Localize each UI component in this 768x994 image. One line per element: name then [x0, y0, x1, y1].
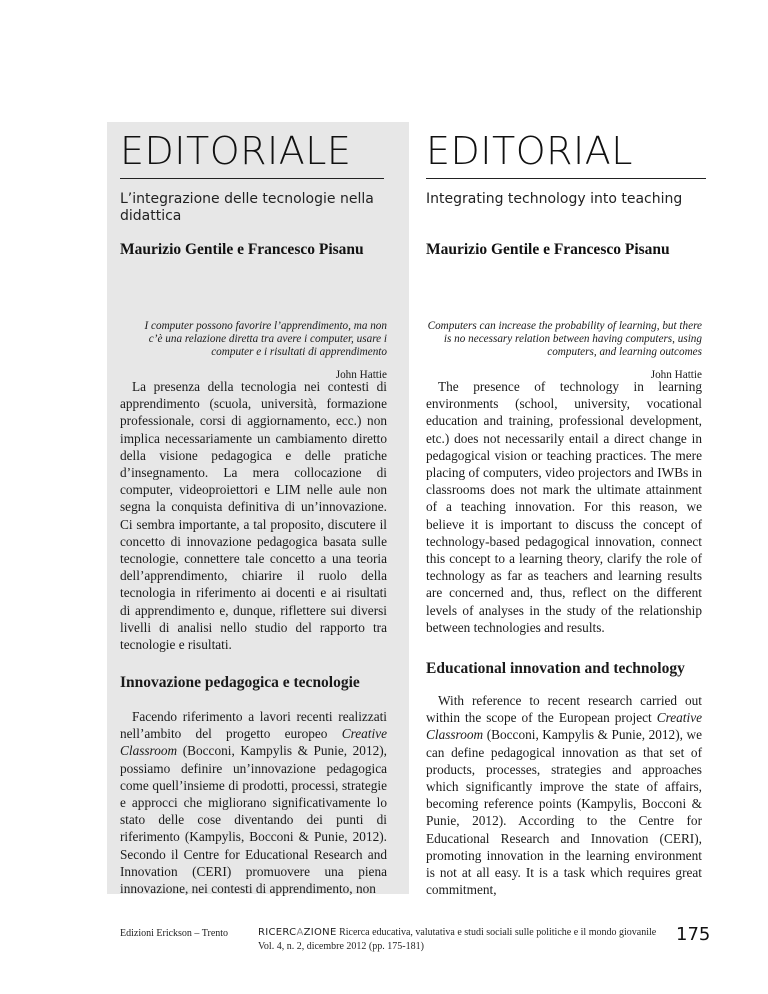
english-p2-start: With reference to recent research carried out within the scope of the European project: [426, 693, 702, 726]
italian-p2-project: Creative Classroom: [120, 726, 387, 759]
italian-epigraph-text: I computer possono favorire l’apprendimento, ma non c’è una relazione diretta tra avere i computer, usare i computer e i risultati di apprendimento: [144, 320, 387, 358]
italian-authors: Maurizio Gentile e Francesco Pisanu: [120, 241, 364, 258]
journal-issue: Vol. 4, n. 2, dicembre 2012 (pp. 175-181): [258, 941, 424, 952]
footer-journal: [258, 926, 678, 954]
italian-column: [120, 122, 387, 897]
english-epigraph-text: Computers can increase the probability of learning, but there is no necessary relation between having computers, using computers, and learning outcomes: [427, 320, 702, 358]
english-p2-end: (Bocconi, Kampylis & Punie, 2012), we can define pedagogical innovation as that set of products, processes, strategies and approaches which significantly improve the state of affairs, becoming reference points (Kampylis, Bocconi & Punie, 2012). According to the Centre for Educational Research and Innovation (CERI), promoting innovation in the learning environment is not at all easy. It is a task which requires great commitment,: [426, 727, 702, 898]
journal-line: [258, 926, 678, 940]
italian-epigraph-author: John Hattie: [335, 369, 387, 381]
italian-p2-start: Facendo riferimento a lavori recenti realizzati nell’ambito del progetto europeo: [120, 709, 387, 742]
english-subtitle: Integrating technology into teaching: [426, 191, 683, 207]
english-paragraph-1: The presence of technology in learning environments (school, university, vocational education and training, professional development, etc.) does not necessarily entail a direct change in pedagogical vision or teaching practices. The mere placing of computers, video projectors and IWBs in classrooms does not mark the ultimate attainment of a teaching innovation. For this reason, we believe it is important to discuss the concept of technology-based pedagogical innovation, connect this concept to a learning theory, clarify the role of technology as far as teachers and learning results are concerned and, thus, reflect on the different levels of analyses in the study of the relationship between technologies and results.: [426, 379, 702, 635]
journal-logo-part1: RICERC: [258, 927, 297, 938]
english-epigraph-author: John Hattie: [650, 369, 702, 381]
italian-subtitle: L’integrazione delle tecnologie nella didattica: [120, 191, 374, 224]
italian-paragraph-2: [120, 708, 387, 897]
italian-epigraph: [120, 320, 387, 382]
english-paragraph-2: [426, 692, 702, 898]
journal-description: Ricerca educativa, valutativa e studi sociali sulle politiche e il mondo giovanile: [336, 927, 657, 938]
english-column: [426, 122, 702, 898]
english-p2-project: Creative Classroom: [426, 710, 702, 743]
english-title: EDITORIAL: [426, 132, 706, 179]
footer-publisher: Edizioni Erickson – Trento: [120, 928, 229, 939]
journal-logo-a: A: [296, 927, 304, 938]
italian-section-heading: Innovazione pedagogica e tecnologie: [120, 674, 360, 691]
journal-logo: [258, 927, 337, 938]
journal-logo-part2: ZIONE: [303, 927, 337, 938]
english-section-heading: Educational innovation and technology: [426, 660, 685, 677]
page-number: 175: [676, 924, 711, 945]
italian-title: EDITORIALE: [120, 132, 384, 179]
english-authors: Maurizio Gentile e Francesco Pisanu: [426, 241, 670, 258]
italian-paragraph-1: La presenza della tecnologia nei contesti di apprendimento (scuola, università, formazione professionale, corsi di aggiornamento, ecc.) non implica necessariamente un cambiamento diretto della visione pedagogica e delle pratiche d’insegnamento. La mera collocazione di computer, videoproiettori e LIM nelle aule non segna la conquista definitiva di un’innovazione. Ci sembra importante, a tal proposito, discutere il concetto di innovazione pedagogica basata sulle tecnologie, connettere tale concetto a una teoria dell’apprendimento, chiarire il ruolo della tecnologia in riferimento ai docenti e ai risultati di apprendimento e, dunque, riflettere sui diversi livelli di analisi nello studio del rapporto tra tecnologie e risultati.: [120, 379, 387, 653]
english-epigraph: [426, 320, 702, 382]
italian-p2-end: (Bocconi, Kampylis & Punie, 2012), possiamo definire un’innovazione pedagogica come quell’insieme di prodotti, processi, strategie e approcci che migliorano significativamente lo stato delle cose diventando dei punti di riferimento (Kampylis, Bocconi & Punie, 2012). Secondo il Centre for Educational Research and Innovation (CERI) promuovere una piena innovazione, nei contesti di apprendimento, non: [120, 743, 387, 897]
